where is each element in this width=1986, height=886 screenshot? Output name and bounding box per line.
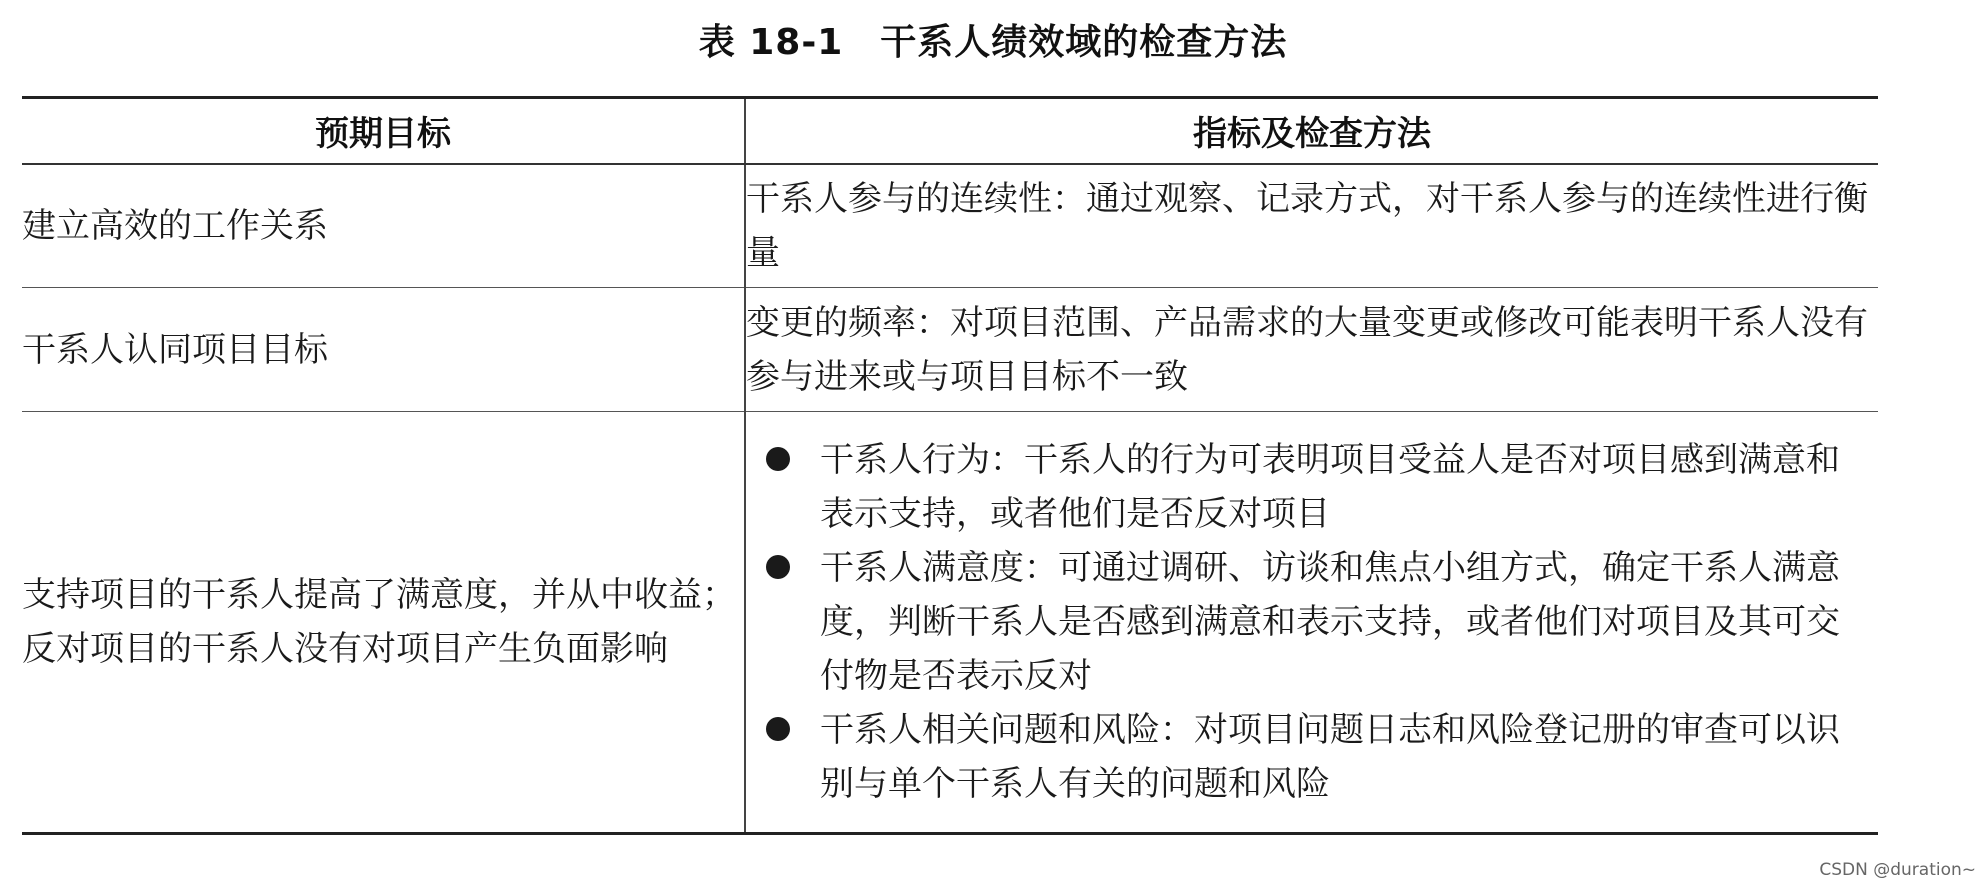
table-header-row [22,98,1878,164]
metric-bullet-text: 干系人相关问题和风险：对项目问题日志和风险登记册的审查可以识别与单个干系人有关的问题和风险 [820,710,1840,804]
header-expected-goal: 预期目标 [22,98,745,164]
source-watermark: CSDN @duration~ [1819,860,1976,880]
metric-bullet-text: 干系人行为：干系人的行为可表明项目受益人是否对项目感到满意和表示支持，或者他们是否反对项目 [820,440,1840,534]
metric-bullet-list [746,427,1878,817]
header-metrics-methods: 指标及检查方法 [745,98,1878,164]
bullet-dot-icon [766,447,790,471]
table-row [22,412,1878,834]
goal-cell: 支持项目的干系人提高了满意度，并从中收益；反对项目的干系人没有对项目产生负面影响 [22,412,745,834]
goal-cell: 干系人认同项目目标 [22,288,745,412]
table-row [22,164,1878,288]
metric-cell: 干系人参与的连续性：通过观察、记录方式，对干系人参与的连续性进行衡量 [745,164,1878,288]
stakeholder-performance-table [22,96,1878,835]
metric-bullet-item [760,541,1868,703]
table-row [22,288,1878,412]
bullet-dot-icon [766,555,790,579]
table-caption: 表 18-1 干系人绩效域的检查方法 [698,22,1288,63]
metric-bullet-item [760,433,1868,541]
goal-cell: 建立高效的工作关系 [22,164,745,288]
bullet-dot-icon [766,717,790,741]
metric-bullet-text: 干系人满意度：可通过调研、访谈和焦点小组方式，确定干系人满意度，判断干系人是否感到满意和表示支持，或者他们对项目及其可交付物是否表示反对 [820,548,1840,696]
metric-cell: 变更的频率：对项目范围、产品需求的大量变更或修改可能表明干系人没有参与进来或与项目目标不一致 [745,288,1878,412]
metric-bullet-item [760,703,1868,811]
metric-cell [745,412,1878,834]
